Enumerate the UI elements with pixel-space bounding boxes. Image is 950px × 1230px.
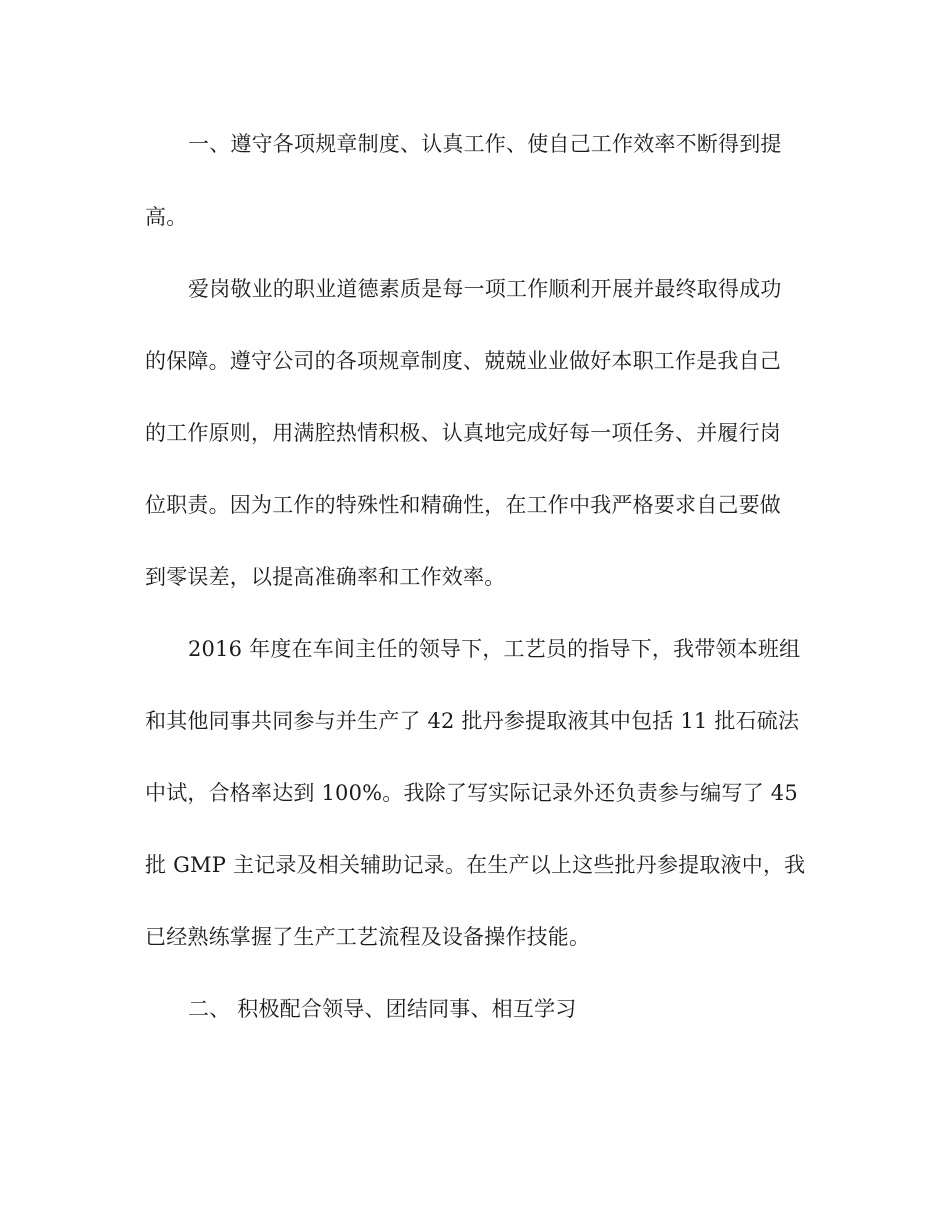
paragraph-1-line: 的保障。遵守公司的各项规章制度、兢兢业业做好本职工作是我自己 <box>145 349 781 373</box>
paragraph-2-line: 批 GMP 主记录及相关辅助记录。在生产以上这些批丹参提取液中，我 <box>145 853 806 877</box>
paragraph-1-line: 到零误差，以提高准确率和工作效率。 <box>145 565 506 589</box>
text-line: 高。 <box>145 205 188 229</box>
paragraph-1-line: 位职责。因为工作的特殊性和精确性，在工作中我严格要求自己要做 <box>145 493 781 517</box>
paragraph-2-line: 已经熟练掌握了生产工艺流程及设备操作技能。 <box>145 925 591 949</box>
paragraph-2-line: 中试，合格率达到 100%。我除了写实际记录外还负责参与编写了 45 <box>145 781 798 805</box>
section-heading-1: 一、遵守各项规章制度、认真工作、使自己工作效率不断得到提 <box>188 132 782 156</box>
paragraph-2-line: 和其他同事共同参与并生产了 42 批丹参提取液其中包括 11 批石硫法 <box>145 709 800 733</box>
section-heading-2: 二、 积极配合领导、团结同事、相互学习 <box>188 997 577 1021</box>
paragraph-1-line: 的工作原则，用满腔热情积极、认真地完成好每一项任务、并履行岗 <box>145 421 781 445</box>
paragraph-2-line: 2016 年度在车间主任的领导下，工艺员的指导下，我带领本班组 <box>188 637 801 661</box>
paragraph-1-line: 爱岗敬业的职业道德素质是每一项工作顺利开展并最终取得成功 <box>188 277 782 301</box>
